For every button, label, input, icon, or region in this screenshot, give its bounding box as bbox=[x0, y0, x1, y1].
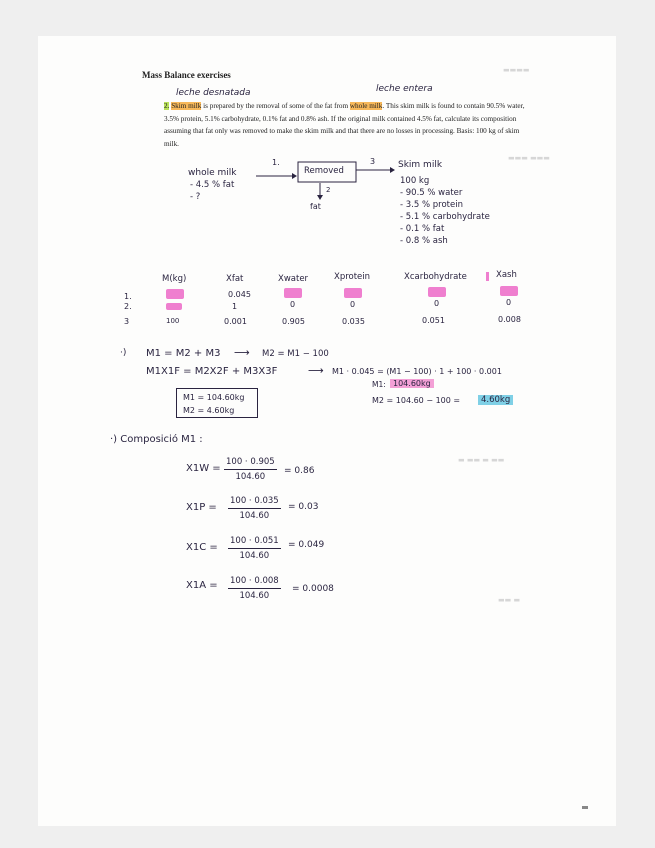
table-cell: 0 bbox=[506, 298, 512, 307]
fraction-denominator: 104.60 bbox=[239, 511, 270, 521]
unknown-cell bbox=[166, 303, 182, 310]
table-header-xprotein: Xprotein bbox=[334, 272, 371, 282]
output-detail: - 90.5 % water bbox=[400, 188, 463, 198]
bleed-through-mark: ▬▬ ▬ bbox=[498, 596, 521, 604]
problem-lead: Skim milk bbox=[171, 102, 202, 110]
scanned-page bbox=[38, 36, 616, 826]
composition-label-ash: X1A = bbox=[186, 580, 218, 591]
results-box bbox=[176, 388, 258, 418]
header-pink-mark bbox=[486, 272, 489, 281]
bullet: ·) bbox=[120, 348, 127, 358]
table-cell: 0.035 bbox=[342, 317, 365, 326]
m1-inline-label: M1: bbox=[372, 380, 386, 389]
page-corner-mark bbox=[582, 806, 588, 809]
fraction-numerator: 100 · 0.051 bbox=[228, 536, 281, 549]
table-cell: 0.051 bbox=[422, 316, 445, 325]
problem-highlight: whole milk bbox=[349, 102, 383, 110]
arrow-icon: ⟶ bbox=[234, 346, 250, 359]
input-label: whole milk bbox=[188, 168, 237, 178]
composition-label-water: X1W = bbox=[186, 463, 221, 474]
composition-result-carbohydrate: = 0.049 bbox=[288, 540, 325, 550]
output-label: Skim milk bbox=[398, 160, 443, 170]
table-cell: 0.905 bbox=[282, 317, 305, 326]
result-m1: M1 = 104.60kg bbox=[183, 393, 245, 402]
composition-result-ash: = 0.0008 bbox=[292, 584, 334, 594]
m2-result-line: M2 = 104.60 − 100 = bbox=[372, 396, 461, 405]
m2-expression: M2 = M1 − 100 bbox=[262, 349, 329, 359]
problem-number: 2. bbox=[164, 102, 170, 110]
unknown-cell bbox=[284, 288, 302, 298]
input-detail: - ? bbox=[190, 192, 201, 202]
total-balance-equation: M1 = M2 + M3 bbox=[146, 348, 221, 359]
composition-label-protein: X1P = bbox=[186, 502, 217, 513]
table-cell: 0 bbox=[350, 300, 356, 309]
row-label: 2. bbox=[124, 302, 132, 311]
fraction-numerator: 100 · 0.905 bbox=[224, 457, 277, 470]
annotation-leche-desnatada: leche desnatada bbox=[176, 88, 251, 98]
composition-result-protein: = 0.03 bbox=[288, 502, 319, 512]
fraction-denominator: 104.60 bbox=[235, 472, 266, 482]
composition-fraction-protein bbox=[228, 496, 281, 521]
unknown-cell bbox=[166, 289, 184, 299]
table-header-mass: M(kg) bbox=[162, 274, 187, 284]
stream-1-label: 1. bbox=[272, 158, 280, 167]
fat-balance-substituted: M1 · 0.045 = (M1 − 100) · 1 + 100 · 0.001 bbox=[332, 367, 502, 376]
fat-balance-equation: M1X1F = M2X2F + M3X3F bbox=[146, 366, 278, 377]
arrow-icon: ⟶ bbox=[308, 364, 324, 377]
table-cell: 100 bbox=[166, 317, 180, 325]
bleed-through-mark: ▬ ▬▬ ▬ ▬▬ bbox=[458, 456, 505, 464]
composition-result-water: = 0.86 bbox=[284, 466, 315, 476]
result-m2: M2 = 4.60kg bbox=[183, 406, 235, 415]
table-cell: 0.001 bbox=[224, 317, 247, 326]
table-cell: 0.045 bbox=[228, 290, 251, 299]
table-header-xcarbohydrate: Xcarbohydrate bbox=[404, 272, 467, 282]
stream-2-label: 2 bbox=[326, 186, 331, 194]
row-label: 3 bbox=[124, 317, 130, 326]
input-detail: - 4.5 % fat bbox=[190, 180, 235, 190]
output-detail: - 5.1 % carbohydrate bbox=[400, 212, 490, 222]
table-cell: 0 bbox=[290, 300, 296, 309]
bleed-through-mark: ▬▬▬▬ bbox=[503, 66, 530, 74]
output-detail: - 3.5 % protein bbox=[400, 200, 463, 210]
table-header-xwater: Xwater bbox=[278, 274, 309, 284]
composition-label-carbohydrate: X1C = bbox=[186, 542, 218, 553]
m1-inline-value: 104.60kg bbox=[390, 379, 434, 388]
problem-text-part2: . This skim milk is found to contain 90.5% water, 3.5% protein, 5.1% carbohydrate, 0.1% fat and 0.8% ash. If the original milk contained 4.5% fat, calculate its composition assuming that fat only was removed to make the skim milk and that there are no losses in processing. Basis: 100 kg of skim milk. bbox=[164, 102, 525, 148]
page-title: Mass Balance exercises bbox=[142, 70, 231, 80]
unknown-cell bbox=[344, 288, 362, 298]
bleed-through-mark: ▬▬▬ ▬▬▬ bbox=[508, 154, 550, 162]
table-header-xash: Xash bbox=[496, 270, 517, 280]
output-detail: - 0.1 % fat bbox=[400, 224, 445, 234]
fat-label: fat bbox=[310, 202, 321, 211]
separator-box-label: Removed bbox=[304, 166, 344, 176]
composition-fraction-water bbox=[224, 457, 277, 482]
fraction-numerator: 100 · 0.035 bbox=[228, 496, 281, 509]
unknown-cell bbox=[428, 287, 446, 297]
table-cell: 1 bbox=[232, 302, 238, 311]
fraction-denominator: 104.60 bbox=[239, 591, 270, 601]
problem-text-part1: is prepared by the removal of some of the fat from bbox=[201, 102, 350, 110]
table-header-xfat: Xfat bbox=[226, 274, 244, 284]
annotation-leche-entera: leche entera bbox=[376, 84, 433, 94]
output-detail: 100 kg bbox=[400, 176, 430, 186]
process-diagram-lines bbox=[38, 36, 616, 236]
table-cell: 0.008 bbox=[498, 315, 521, 324]
composition-fraction-ash bbox=[228, 576, 281, 601]
composition-fraction-carbohydrate bbox=[228, 536, 281, 561]
composition-heading: ·) Composició M1 : bbox=[110, 434, 203, 445]
unknown-cell bbox=[500, 286, 518, 296]
row-label: 1. bbox=[124, 292, 132, 301]
fraction-numerator: 100 · 0.008 bbox=[228, 576, 281, 589]
table-cell: 0 bbox=[434, 299, 440, 308]
output-detail: - 0.8 % ash bbox=[400, 236, 448, 246]
stream-3-label: 3 bbox=[370, 157, 376, 166]
fraction-denominator: 104.60 bbox=[239, 551, 270, 561]
m2-result-value: 4.60kg bbox=[478, 395, 513, 405]
